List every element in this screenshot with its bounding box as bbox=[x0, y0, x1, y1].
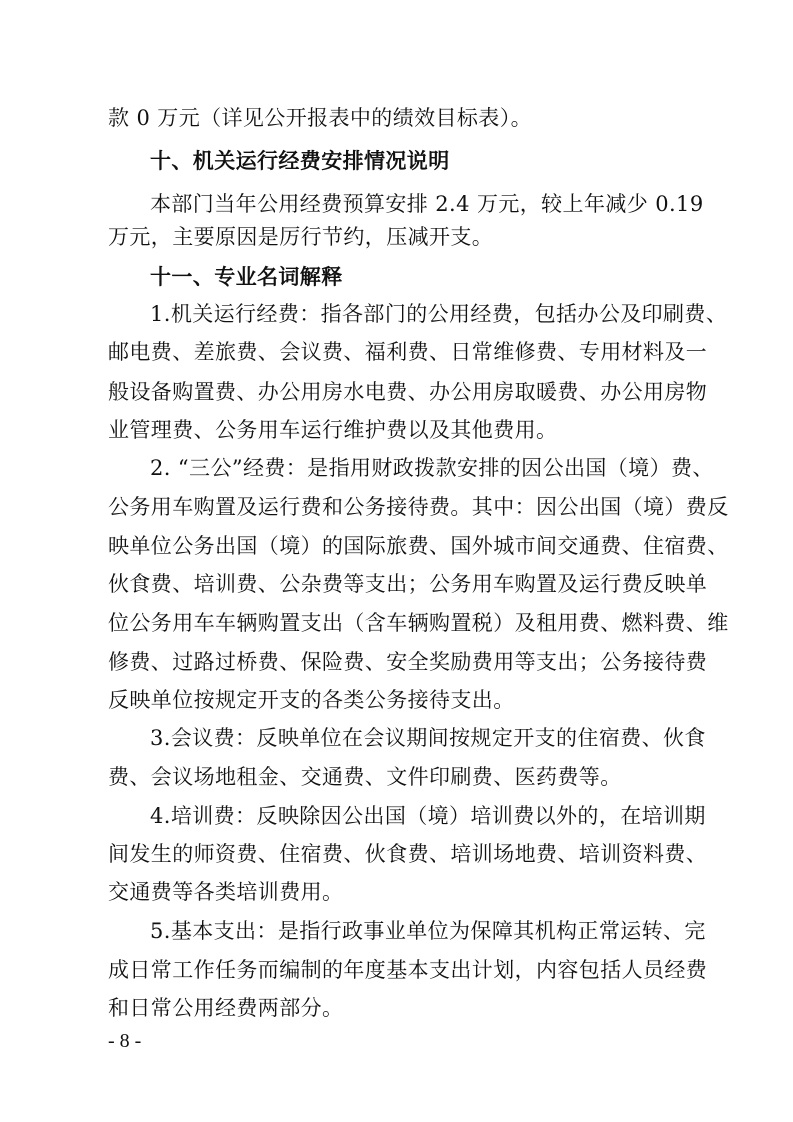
text-line: 位公务用车车辆购置支出（含车辆购置税）及租用费、燃料费、维 bbox=[108, 611, 729, 635]
text-line: 般设备购置费、办公用房水电费、办公用房取暖费、办公用房物 bbox=[108, 380, 708, 404]
section-heading: 十、机关运行经费安排情况说明 bbox=[150, 149, 450, 173]
text-line: 公务用车购置及运行费和公务接待费。其中：因公出国（境）费反 bbox=[108, 495, 729, 519]
text-line: 伙食费、培训费、公杂费等支出；公务用车购置及运行费反映单 bbox=[108, 572, 708, 596]
text-line: 2. “三公”经费：是指用财政拨款安排的因公出国（境）费、 bbox=[150, 456, 714, 480]
text-line: 成日常工作任务而编制的年度基本支出计划，内容包括人员经费 bbox=[108, 958, 708, 982]
page-number: - 8 - bbox=[108, 1030, 142, 1052]
text-line: 和日常公用经费两部分。 bbox=[108, 996, 344, 1020]
text-line: 邮电费、差旅费、会议费、福利费、日常维修费、专用材料及一 bbox=[108, 340, 708, 364]
text-line: 1.机关运行经费：指各部门的公用经费，包括办公及印刷费、 bbox=[150, 302, 728, 326]
text-line: 款 0 万元（详见公开报表中的绩效目标表）。 bbox=[108, 106, 533, 130]
text-line: 反映单位按规定开支的各类公务接待支出。 bbox=[108, 688, 515, 712]
text-line: 业管理费、公务用车运行维护费以及其他费用。 bbox=[108, 418, 558, 442]
text-line: 修费、过路过桥费、保险费、安全奖励费用等支出；公务接待费 bbox=[108, 650, 708, 674]
text-line: 间发生的师资费、住宿费、伙食费、培训场地费、培训资料费、 bbox=[108, 842, 708, 866]
text-line: 交通费等各类培训费用。 bbox=[108, 880, 344, 904]
text-line: 本部门当年公用经费预算安排 2.4 万元，较上年减少 0.19 bbox=[150, 192, 704, 216]
section-heading: 十一、专业名词解释 bbox=[150, 265, 343, 289]
text-line: 3.会议费：反映单位在会议期间按规定开支的住宿费、伙食 bbox=[150, 726, 706, 750]
text-line: 费、会议场地租金、交通费、文件印刷费、医药费等。 bbox=[108, 765, 622, 789]
text-line: 万元，主要原因是厉行节约，压减开支。 bbox=[108, 225, 494, 249]
text-line: 4.培训费：反映除因公出国（境）培训费以外的，在培训期 bbox=[150, 804, 706, 828]
text-line: 5.基本支出：是指行政事业单位为保障其机构正常运转、完 bbox=[150, 919, 706, 943]
text-line: 映单位公务出国（境）的国际旅费、国外城市间交通费、住宿费、 bbox=[108, 534, 729, 558]
